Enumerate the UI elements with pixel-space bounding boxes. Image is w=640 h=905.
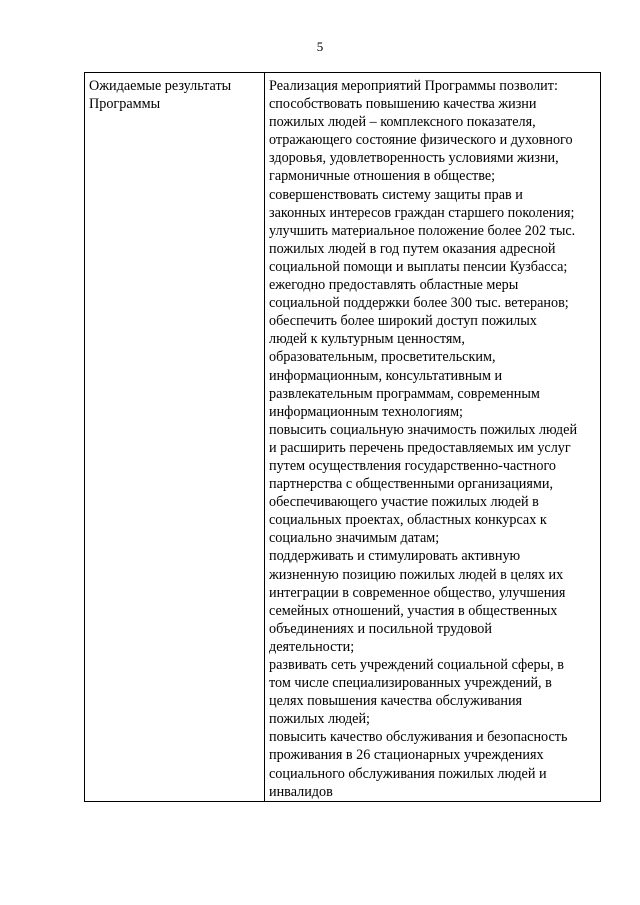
content-line: улучшить материальное положение более 202 тыс. — [269, 222, 576, 239]
content-line: информационным, консультативным и — [269, 367, 503, 384]
content-line: интеграции в современное общество, улучшения — [269, 584, 566, 601]
content-line: повысить качество обслуживания и безопасность — [269, 729, 568, 746]
content-cell — [265, 73, 601, 802]
content-line: социальных проектах, областных конкурсах к — [269, 512, 547, 529]
content-line: социально значимым датам; — [269, 530, 440, 547]
content-line: партнерства с общественными организациями, — [269, 476, 554, 493]
content-line: людей к культурным ценностям, — [269, 331, 465, 348]
content-line: информационным технологиям; — [269, 403, 463, 420]
content-line: способствовать повышению качества жизни — [269, 96, 537, 113]
content-line: путем осуществления государственно-частного — [269, 457, 556, 474]
content-line: социального обслуживания пожилых людей и — [269, 765, 547, 782]
content-line: обеспечивающего участие пожилых людей в — [269, 494, 539, 511]
content-line: отражающего состояние физического и духовного — [269, 132, 573, 149]
content-line: жизненную позицию пожилых людей в целях их — [269, 566, 564, 583]
content-line: проживания в 26 стационарных учреждениях — [269, 747, 544, 764]
content-line: обеспечить более широкий доступ пожилых — [269, 313, 537, 330]
content-line: образовательным, просветительским, — [269, 349, 496, 366]
content-line: развивать сеть учреждений социальной сферы, в — [269, 657, 564, 673]
content-line: Реализация мероприятий Программы позволит: — [269, 78, 558, 94]
content-line: ежегодно предоставлять областные меры — [269, 277, 519, 294]
page-number: 5 — [316, 39, 324, 54]
content-line: законных интересов граждан старшего поколения; — [269, 204, 575, 221]
content-line: повысить социальную значимость пожилых людей — [269, 421, 578, 438]
content-line: деятельности; — [269, 638, 355, 655]
content-line: социальной поддержки более 300 тыс. ветеранов; — [269, 295, 569, 312]
content-line: том числе специализированных учреждений, в — [269, 675, 552, 692]
table-row — [85, 73, 601, 802]
content-line: объединениях и посильной трудовой — [269, 620, 492, 637]
content-line: семейных отношений, участия в общественных — [269, 602, 558, 619]
content-line: поддерживать и стимулировать активную — [269, 548, 521, 565]
label-line: Ожидаемые результаты — [89, 78, 232, 94]
content-line: пожилых людей в год путем оказания адресной — [269, 240, 556, 257]
label-line: Программы — [89, 96, 161, 113]
content-line: инвалидов — [269, 783, 333, 800]
content-line: здоровья, удовлетворенность условиями жизни, — [269, 150, 559, 167]
program-table — [84, 72, 601, 802]
content-line: целях повышения качества обслуживания — [269, 693, 523, 710]
content-line: развлекательным программам, современным — [269, 385, 540, 402]
content-line: и расширить перечень предоставляемых им услуг — [269, 439, 571, 456]
content-line: гармоничные отношения в обществе; — [269, 168, 496, 185]
content-line: пожилых людей – комплексного показателя, — [269, 114, 536, 131]
label-cell — [85, 73, 265, 802]
content-line: пожилых людей; — [269, 711, 370, 728]
content-line: совершенствовать систему защиты прав и — [269, 186, 523, 203]
content-line: социальной помощи и выплаты пенсии Кузбасса; — [269, 258, 568, 275]
